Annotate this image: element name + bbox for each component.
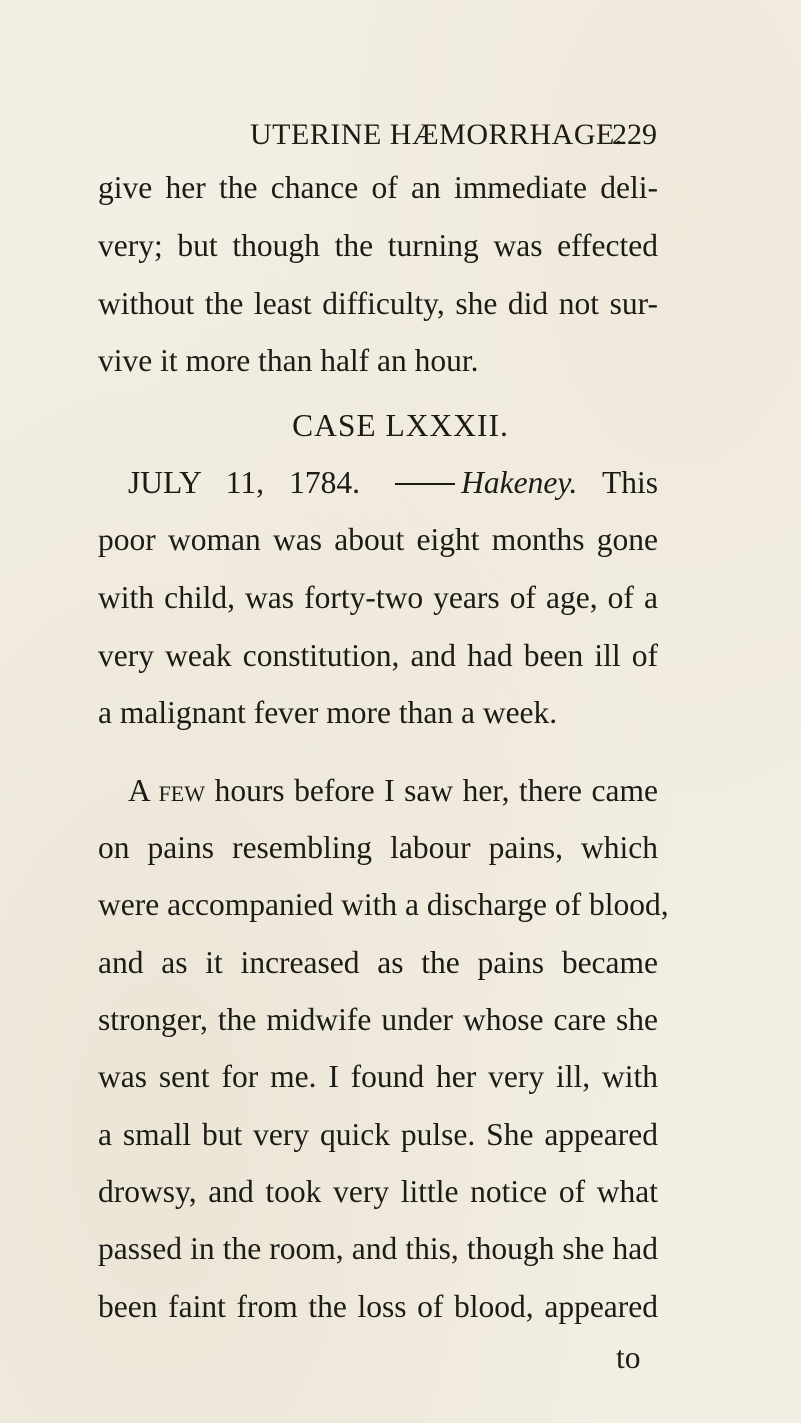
text-line: poor woman was about eight months gone bbox=[98, 522, 658, 557]
text-line: very; but though the turning was effected bbox=[98, 228, 658, 263]
case-place: Hakeney. bbox=[461, 465, 578, 500]
text-line: a small but very quick pulse. She appeared bbox=[98, 1117, 658, 1152]
text-fragment: This bbox=[602, 465, 659, 500]
text-line: were accompanied with a discharge of blood, bbox=[98, 887, 669, 922]
page-number: 229 bbox=[612, 118, 657, 151]
initial-letter: A bbox=[128, 773, 150, 808]
text-line: drowsy, and took very little notice of what bbox=[98, 1174, 658, 1209]
paragraph-opening-line bbox=[128, 773, 658, 809]
small-caps-word: few bbox=[158, 773, 206, 808]
em-dash-rule bbox=[395, 483, 455, 485]
text-line: been faint from the loss of blood, appeared bbox=[98, 1289, 658, 1324]
text-line: passed in the room, and this, though she had bbox=[98, 1231, 658, 1266]
case-heading: CASE LXXXII. bbox=[292, 408, 509, 443]
text-line: vive it more than half an hour. bbox=[98, 343, 479, 378]
running-head: UTERINE HÆMORRHAGE. bbox=[250, 118, 623, 151]
text-line: without the least difficulty, she did not sur- bbox=[98, 286, 658, 321]
text-line: a malignant fever more than a week. bbox=[98, 695, 558, 730]
catchword: to bbox=[616, 1340, 641, 1375]
page-header bbox=[0, 118, 801, 158]
case-date: JULY 11, 1784. bbox=[128, 465, 360, 500]
case-opening-line bbox=[128, 465, 658, 501]
text-line: give her the chance of an immediate deli- bbox=[98, 170, 658, 205]
text-line: on pains resembling labour pains, which bbox=[98, 830, 658, 865]
text-line: stronger, the midwife under whose care she bbox=[98, 1002, 658, 1037]
text-line: was sent for me. I found her very ill, with bbox=[98, 1059, 658, 1094]
text-fragment: hours before I saw her, there came bbox=[214, 773, 658, 808]
text-line: very weak constitution, and had been ill of bbox=[98, 638, 658, 673]
text-line: with child, was forty-two years of age, of a bbox=[98, 580, 658, 615]
text-line: and as it increased as the pains became bbox=[98, 945, 658, 980]
